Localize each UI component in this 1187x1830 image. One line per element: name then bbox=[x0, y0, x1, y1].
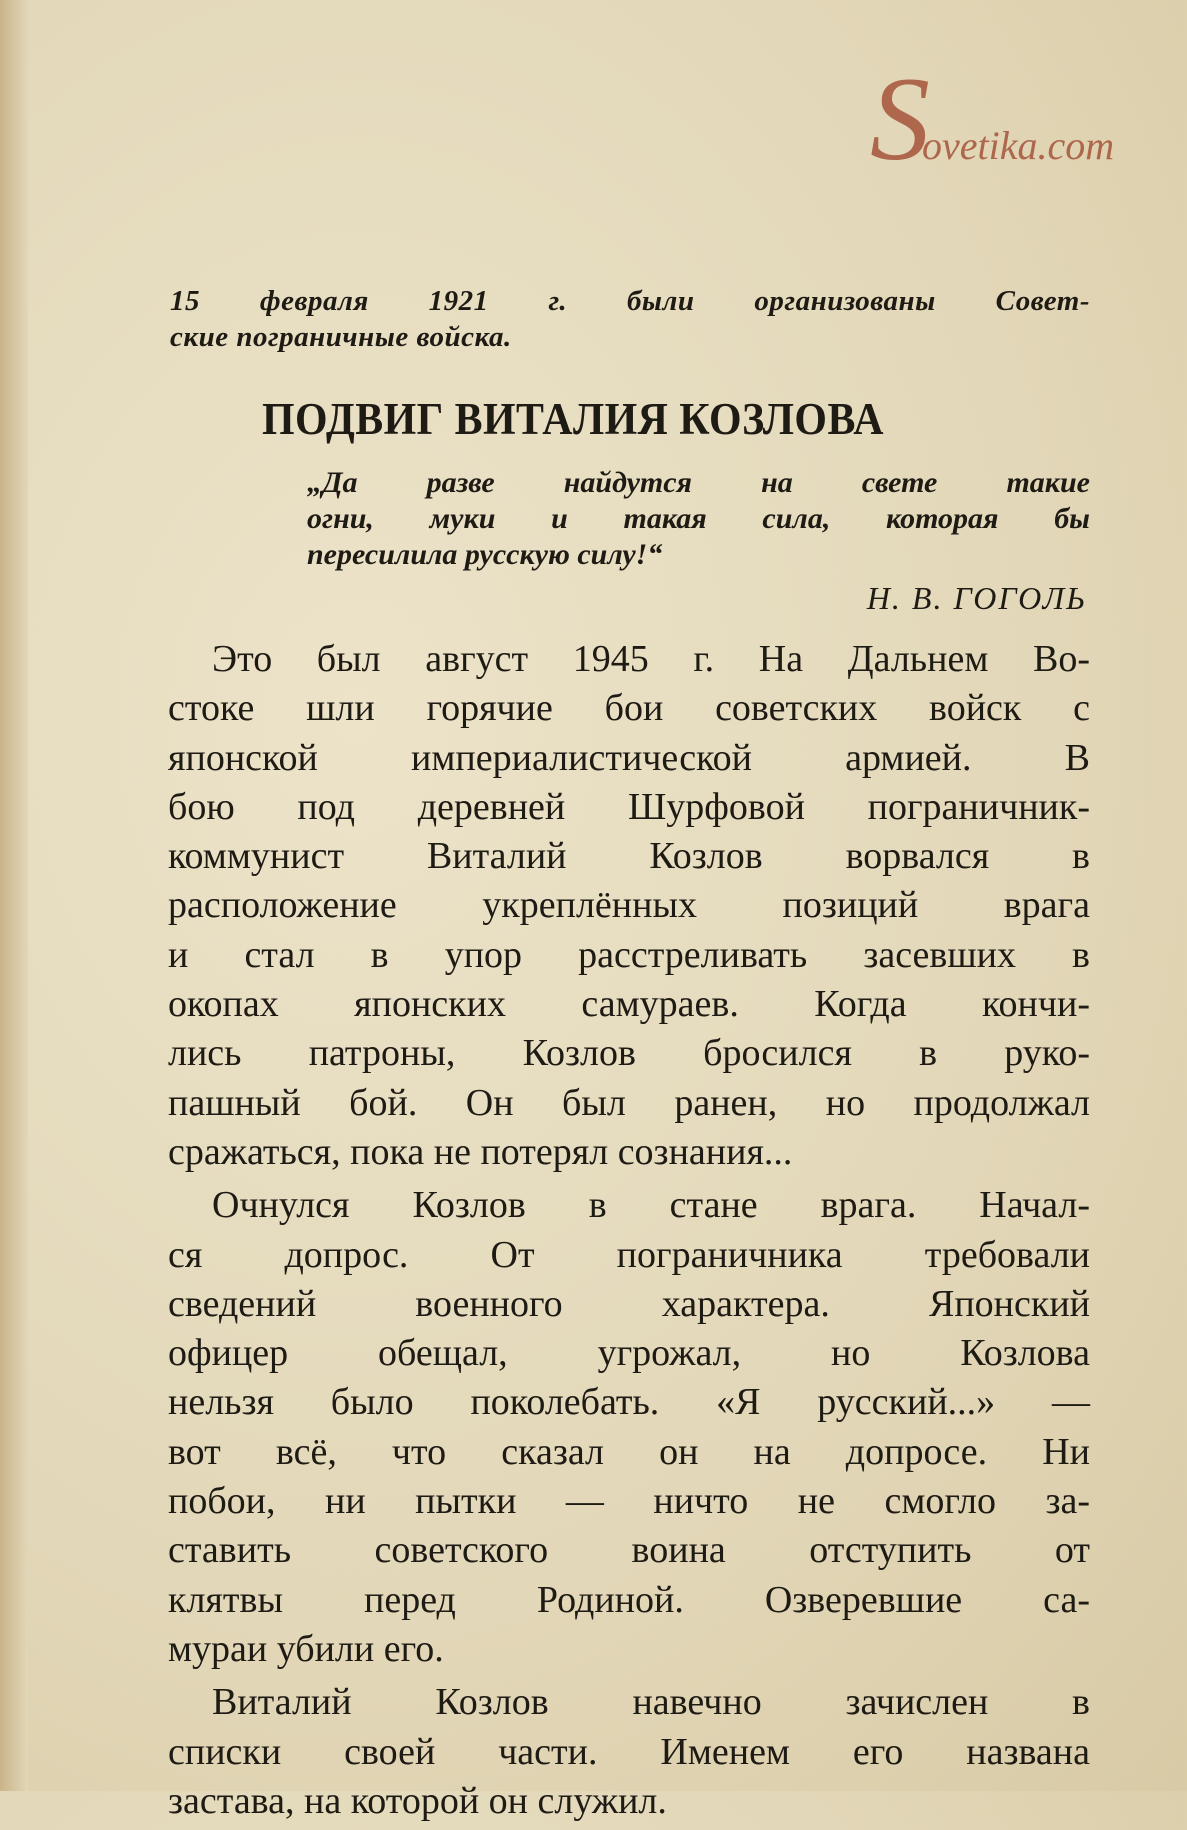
page-edge-left bbox=[0, 0, 28, 1791]
paragraph bbox=[168, 1678, 1090, 1826]
paragraph bbox=[168, 1181, 1090, 1674]
body-line: расположение укреплённых позиций врага bbox=[168, 884, 1090, 927]
watermark-logo bbox=[870, 52, 1170, 220]
body-line: нельзя было поколебать. «Я русский...» — bbox=[168, 1381, 1090, 1424]
body-line: стоке шли горячие бои советских войск с bbox=[168, 687, 1090, 730]
epigraph-line: „Да разве найдутся на свете такие bbox=[307, 466, 1090, 499]
body-line: сведений военного характера. Японский bbox=[168, 1282, 1090, 1325]
body-line: Это был август 1945 г. На Дальнем Во- bbox=[212, 638, 1090, 680]
body-line: японской империалистической армией. В bbox=[168, 736, 1090, 779]
note-line: 15 февраля 1921 г. были организованы Совет- bbox=[170, 285, 1090, 317]
body-line: и стал в упор расстреливать засевших в bbox=[168, 933, 1090, 976]
watermark-text: ovetika.com bbox=[922, 123, 1115, 168]
body-line: пашный бой. Он был ранен, но продолжал bbox=[168, 1081, 1090, 1124]
date-note bbox=[170, 283, 1090, 355]
body-line: клятвы перед Родиной. Озверевшие са- bbox=[168, 1578, 1090, 1621]
body-line: ся допрос. От пограничника требовали bbox=[168, 1233, 1090, 1276]
body-line: побои, ни пытки — ничто не смогло за- bbox=[168, 1480, 1090, 1523]
epigraph-line: пересилила русскую силу!“ bbox=[307, 538, 663, 571]
paragraph bbox=[168, 635, 1090, 1177]
body-line: вот всё, что сказал он на допросе. Ни bbox=[168, 1430, 1090, 1473]
body-line: офицер обещал, угрожал, но Козлова bbox=[168, 1332, 1090, 1375]
body-line: окопах японских самураев. Когда кончи- bbox=[168, 983, 1090, 1026]
body-line: лись патроны, Козлов бросился в руко- bbox=[168, 1032, 1090, 1075]
epigraph-author: Н. В. ГОГОЛЬ bbox=[866, 580, 1087, 616]
body-line: бою под деревней Шурфовой пограничник- bbox=[168, 785, 1090, 828]
body-line: ставить советского воина отступить от bbox=[168, 1529, 1090, 1572]
epigraph-line: огни, муки и такая сила, которая бы bbox=[307, 502, 1090, 535]
note-line: ские пограничные войска. bbox=[170, 321, 512, 353]
body-line: застава, на которой он служил. bbox=[168, 1779, 667, 1822]
article-title: ПОДВИГ ВИТАЛИЯ КОЗЛОВА bbox=[262, 394, 884, 444]
epigraph bbox=[307, 465, 1090, 573]
body-line: Очнулся Козлов в стане врага. Начал- bbox=[212, 1184, 1090, 1227]
article-body bbox=[168, 635, 1090, 1830]
body-line: списки своей части. Именем его названа bbox=[168, 1730, 1090, 1773]
watermark-letter: S bbox=[870, 52, 930, 185]
body-line: коммунист Виталий Козлов ворвался в bbox=[168, 835, 1090, 878]
body-line: Виталий Козлов навечно зачислен в bbox=[212, 1681, 1090, 1724]
body-line: сражаться, пока не потерял сознания... bbox=[168, 1130, 793, 1173]
body-line: мураи убили его. bbox=[168, 1627, 444, 1670]
